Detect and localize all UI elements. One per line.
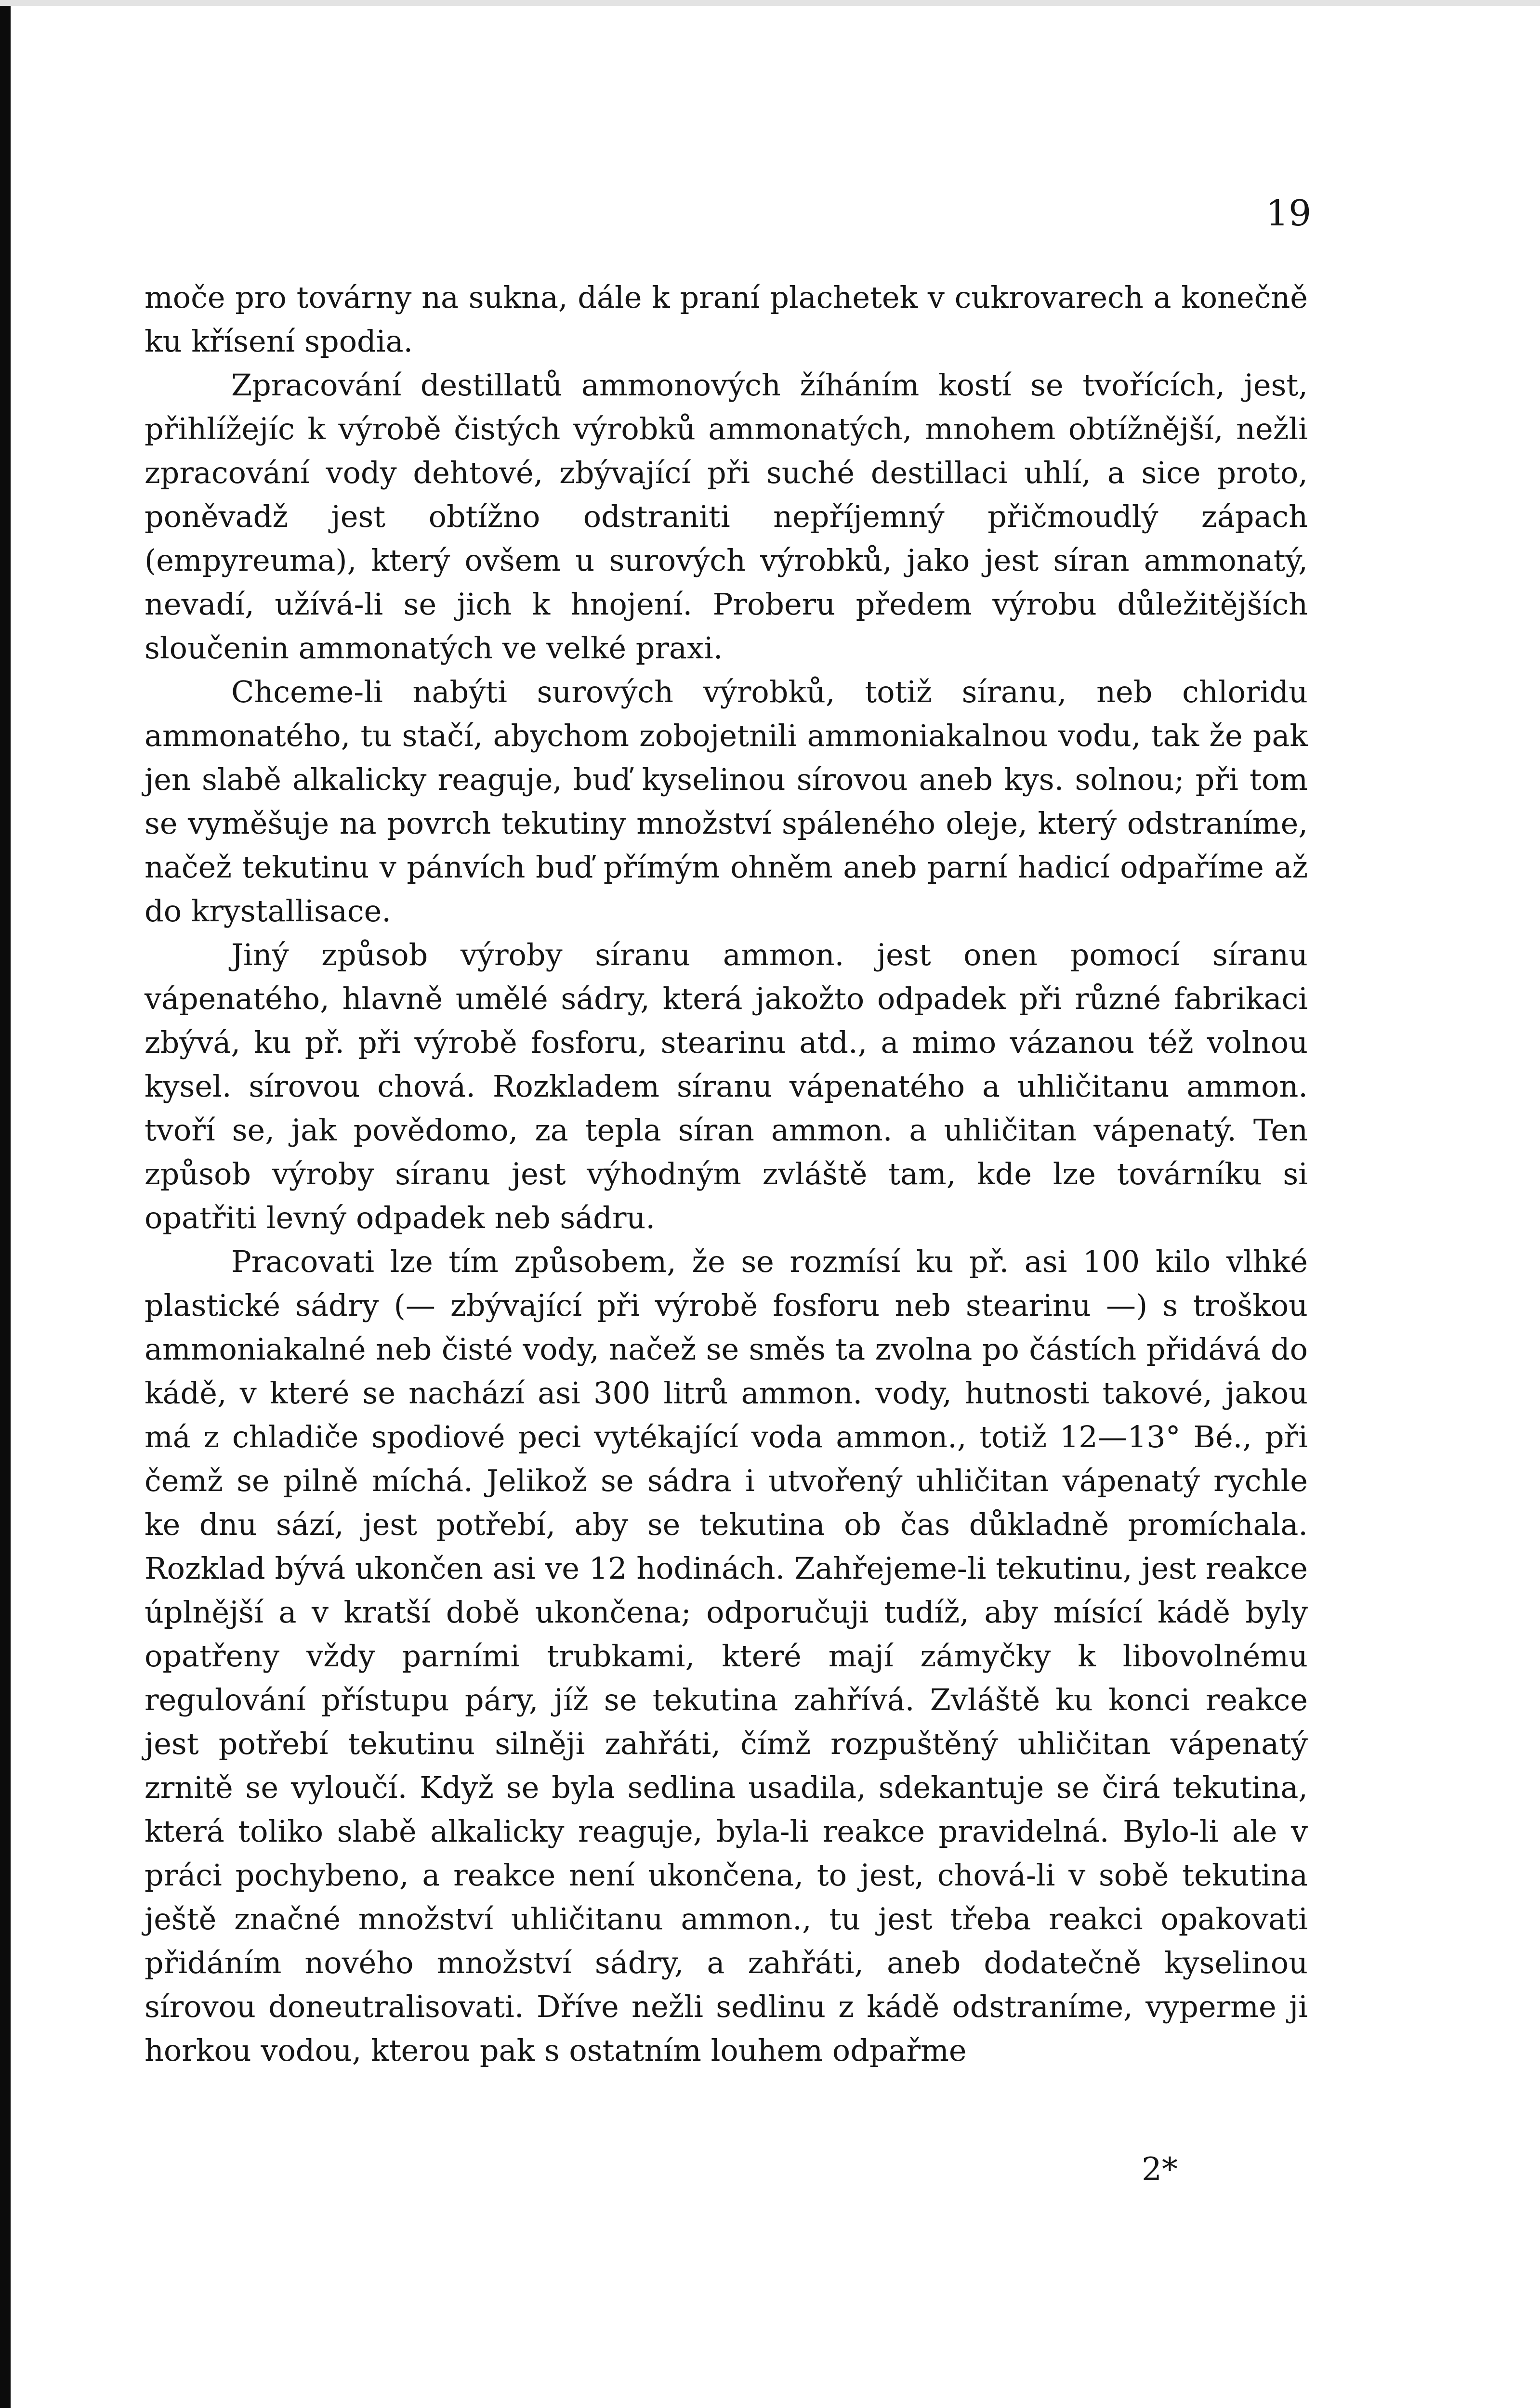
- scan-border-top: [0, 0, 1540, 6]
- paragraph: Pracovati lze tím způsobem, že se rozmísí ku př. asi 100 kilo vlhké plastické sádry (— zbývající při výrobě fosforu neb stearinu —) s troškou ammoniakalné neb čisté vody, načež se směs ta zvolna po částích přidává do kádě, v které se nachází asi 300 litrů ammon. vody, hutnosti takové, jakou má z chladiče spodiové peci vytékající voda ammon., totiž 12—13° Bé., při čemž se pilně míchá. Jelikož se sádra i utvořený uhličitan vápenatý rychle ke dnu sází, jest potřebí, aby se tekutina ob čas důkladně promíchala. Rozklad bývá ukončen asi ve 12 hodinách. Zahřejeme-li tekutinu, jest reakce úplnější a v kratší době ukončena; odporučuji tudíž, aby mísící kádě byly opatřeny vždy parními trubkami, které mají zámyčky k libovolnému regulování přístupu páry, jíž se tekutina zahřívá. Zvláště ku konci reakce jest potřebí tekutinu silněji zahřáti, čímž rozpuštěný uhličitan vápenatý zrnitě se vyloučí. Když se byla sedlina usadila, sdekantuje se čirá tekutina, která toliko slabě alkalicky reaguje, byla-li reakce pravidelná. Bylo-li ale v práci pochybeno, a reakce není ukončena, to jest, chová-li v sobě tekutina ještě značné množství uhličitanu ammon., tu jest třeba reakci opakovati přidáním nového množství sádry, a zahřáti, aneb dodatečně kyselinou sírovou doneutralisovati. Dříve nežli sedlinu z kádě odstraníme, vyperme ji horkou vodou, kterou pak s ostatním louhem odpařme: [145, 1244, 1308, 2068]
- body-text: [145, 275, 1308, 2072]
- signature-mark: 2*: [1142, 2151, 1178, 2188]
- scan-border-left: [0, 0, 11, 2408]
- paragraph: Jiný způsob výroby síranu ammon. jest onen pomocí síranu vápenatého, hlavně umělé sádry, která jakožto odpadek při různé fabrikaci zbývá, ku př. při výrobě fosforu, stearinu atd., a mimo vázanou též volnou kysel. sírovou chová. Rozkladem síranu vápenatého a uhličitanu ammon. tvoří se, jak povědomo, za tepla síran ammon. a uhličitan vápenatý. Ten způsob výroby síranu jest výhodným zvláště tam, kde lze továrníku si opatřiti levný odpadek neb sádru.: [145, 937, 1308, 1235]
- paragraph-continuation: moče pro továrny na sukna, dále k praní plachetek v cukrovarech a konečně ku křísení spodia.: [145, 280, 1308, 359]
- paragraph: Zpracování destillatů ammonových žíháním kostí se tvořících, jest, přihlížejíc k výrobě čistých výrobků ammonatých, mnohem obtížnější, nežli zpracování vody dehtové, zbývající při suché destillaci uhlí, a sice proto, poněvadž jest obtížno odstraniti nepříjemný přičmoudlý zápach (empyreuma), který ovšem u surových výrobků, jako jest síran ammonatý, nevadí, užívá-li se jich k hnojení. Proberu předem výrobu důležitějších sloučenin ammonatých ve velké praxi.: [145, 367, 1308, 666]
- paragraph: Chceme-li nabýti surových výrobků, totiž síranu, neb chloridu ammonatého, tu stačí, abychom zobojetnili ammoniakalnou vodu, tak že pak jen slabě alkalicky reaguje, buď kyselinou sírovou aneb kys. solnou; při tom se vyměšuje na povrch tekutiny množství spáleného oleje, který odstraníme, načež tekutinu v pánvích buď přímým ohněm aneb parní hadicí odpaříme až do krystallisace.: [145, 674, 1308, 929]
- page-number: 19: [1266, 193, 1312, 234]
